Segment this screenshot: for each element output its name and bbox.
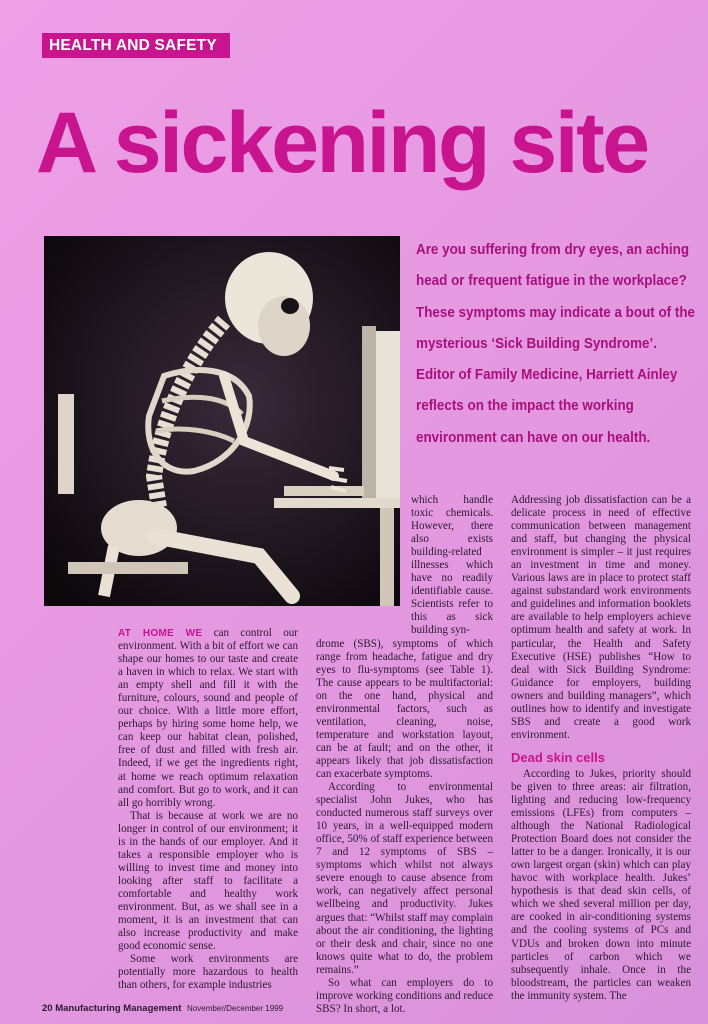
article-column-3 (511, 494, 691, 1003)
publication-name: Manufacturing Management (55, 1003, 182, 1014)
article-column-2 (316, 494, 493, 1016)
paragraph: That is because at work we are no longer in control of our environment; it is in the hands of our employer. And it takes a responsible employer who is willing to invest time and money into looking after staff to facilitate a comfortable and healthy work environment. But, as we shall see in a moment, it is an investment that can also increase productivity and make good economic sense. (118, 809, 298, 953)
paragraph: According to Jukes, priority should be given to three areas: air filtration, lighting and reducing low-frequency emissions (LFEs) from computers – although the National Radiological Protection Board does not consider the latter to be a danger. Ironically, it is our own largest organ (skin) which can play havoc with workplace health. Jukes’ hypothesis is that dead skin cells, of which we shed several million per day, are cooked in air-conditioning systems and the cooling systems of PCs and VDUs and broken down into minute particles of carbon which we subsequently inhale. Once in the bloodstream, the particles can weaken the immunity system. The (511, 767, 691, 1002)
section-label: HEALTH AND SAFETY (42, 33, 230, 58)
lead-in: AT HOME WE (118, 628, 203, 639)
paragraph: drome (SBS), symptoms of which range from headache, fatigue and dry eyes to flu-symptoms (see Table 1). The cause appears to be multifactorial: on the one hand, physical and environmental factors, such as ventilation, cleaning, noise, temperature and workstation layout, can be at fault; and on the other, it appears likely that job dissatisfaction can exacerbate symptoms. (316, 637, 493, 780)
page-number: 20 (42, 1003, 53, 1014)
paragraph: So what can employers do to improve working conditions and reduce SBS? In short, a lot. (316, 976, 493, 1015)
paragraph-narrow: which handle toxic chemicals. However, there also exists building-related illnesses which have no readily identifiable cause. Scientists refer to this as sick building syn- (411, 494, 493, 637)
paragraph (118, 627, 298, 810)
paragraph-text: can control our environment. With a bit of effort we can shape our homes to our taste and create a haven in which to relax. We start with an empty shell and fill it with the furniture, colours, sound and people of our choice. With a little more effort, perhaps by hiring some home help, we can keep our habitat clean, polished, free of dust and filled with fresh air. Indeed, if we get the ingredients right, at home we reach optimum relaxation and comfort. But go to work, and it can all go horribly wrong. (118, 627, 298, 809)
headline: A sickening site (36, 95, 648, 191)
page-footer (42, 1003, 283, 1014)
paragraph: According to environmental specialist John Jukes, who has conducted numerous staff surveys over 10 years, in a well-equipped modern office, 50% of staff experience between 7 and 12 symptoms of SBS – symptoms which whilst not always severe enough to cause absence from work, can negatively affect personal wellbeing and productivity. Jukes argues that: “Whilst staff may complain about the air conditioning, the lighting or their desk and chair, since no one knows quite what to do, the problem remains.” (316, 781, 493, 976)
article-column-1 (118, 627, 298, 992)
paragraph: Some work environments are potentially more hazardous to health than others, for example industries (118, 953, 298, 992)
paragraph: Addressing job dissatisfaction can be a delicate process in need of effective communication between management and staff, but changing the physical environment is simpler – it just requires an investment in time and money. Various laws are in place to protect staff against substandard work environments and guidelines and information booklets are available to help employers achieve optimum health and safety at work. In particular, the Health and Safety Executive (HSE) publishes “How to deal with Sick Building Syndrome: Guidance for employers, building owners and building managers”, which outlines how to identify and investigate SBS and create a good work environment. (511, 494, 691, 741)
standfirst: Are you suffering from dry eyes, an aching head or frequent fatigue in the workplace? These symptoms may indicate a bout of the mysterious ‘Sick Building Syndrome’. Editor of Family Medicine, Harriett Ainley reflects on the impact the working environment can have on our health. (416, 242, 696, 446)
subheading: Dead skin cells (511, 749, 605, 765)
issue-date: November/December 1999 (187, 1004, 284, 1013)
